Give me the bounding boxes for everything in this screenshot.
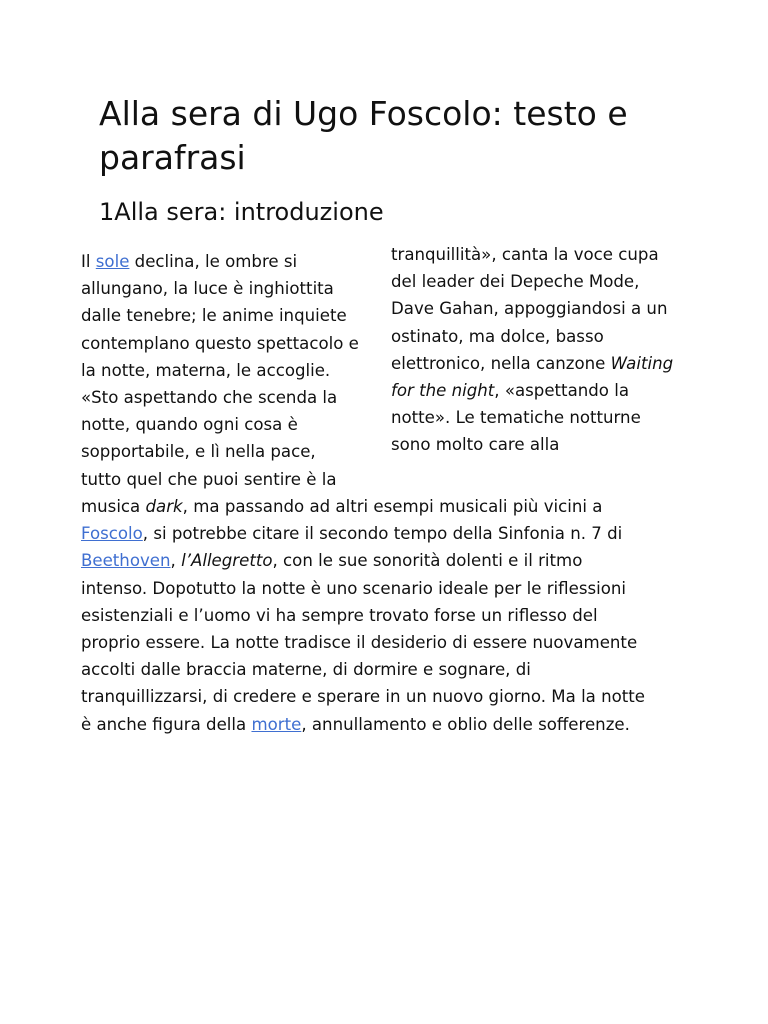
link-sole[interactable]: sole [95,252,130,271]
paragraph-line: ostinato, ma dolce, basso [391,326,604,346]
paragraph-line [81,547,701,574]
paragraph-line: tranquillità», canta la voce cupa [391,245,659,264]
text-run: , con le sue sonorità dolenti e il ritmo [272,551,583,571]
paragraph-line: Dave Gahan, appoggiandosi a un [391,299,668,319]
link-foscolo[interactable]: Foscolo [81,524,143,544]
text-run: è anche figura della [81,714,252,734]
page-title: Alla sera di Ugo Foscolo: testo e parafrasi [99,94,628,177]
paragraph-line: «Sto aspettando che scenda la [81,388,338,408]
song-title-text: Waiting [610,353,674,373]
text-run: musica [81,497,146,516]
right-column [391,241,701,459]
emphasis-text: l’Allegretto [181,551,273,571]
paragraph-line [81,520,701,547]
text-run: , ma passando ad altri esempi musicali più vicini a [182,497,603,516]
left-column [81,248,381,493]
paragraph-line: proprio essere. La notte tradisce il desiderio di essere nuovamente [81,633,638,653]
full-width-paragraph [81,493,701,738]
text-run: , annullamento e oblio delle sofferenze. [301,714,630,734]
paragraph-line [81,493,701,520]
link-beethoven[interactable]: Beethoven [81,551,171,571]
paragraph-line: la notte, materna, le accoglie. [81,360,331,380]
paragraph-line: accolti dalle braccia materne, di dormire e sognare, di [81,660,531,680]
text-run: , «aspettando la [494,381,629,401]
link-morte[interactable]: morte [251,714,302,734]
paragraph-line: del leader dei Depeche Mode, [391,272,640,292]
paragraph-line [81,711,701,738]
text-run: , si potrebbe citare il secondo tempo della Sinfonia n. 7 di [142,524,623,544]
paragraph-line: sopportabile, e lì nella pace, [81,442,316,462]
paragraph-line: sono molto care alla [391,435,560,455]
paragraph-line: allungano, la luce è inghiottita [81,279,334,299]
paragraph-line [391,350,701,377]
paragraph-line: esistenziali e l’uomo vi ha sempre trovato forse un riflesso del [81,605,598,625]
emphasis-text: dark [145,497,183,516]
text-run: declina, le ombre si [129,252,298,271]
text-run: Il [81,252,96,271]
paragraph-line: dalle tenebre; le anime inquiete [81,306,347,326]
paragraph-line: tutto quel che puoi sentire è la [81,469,337,489]
paragraph-line: contemplano questo spettacolo e [81,333,359,353]
paragraph-line: notte». Le tematiche notturne [391,408,641,428]
paragraph-line [81,248,381,275]
song-title-text: for the night [391,381,495,401]
paragraph-line: tranquillizzarsi, di credere e sperare in un nuovo giorno. Ma la notte [81,687,646,707]
paragraph-line: intenso. Dopotutto la notte è uno scenario ideale per le riflessioni [81,578,627,598]
paragraph-line [391,377,701,404]
paragraph-line: notte, quando ogni cosa è [81,415,298,435]
text-run: elettronico, nella canzone [391,353,611,373]
text-run: , [170,551,182,571]
section-heading: 1Alla sera: introduzione [99,198,384,226]
